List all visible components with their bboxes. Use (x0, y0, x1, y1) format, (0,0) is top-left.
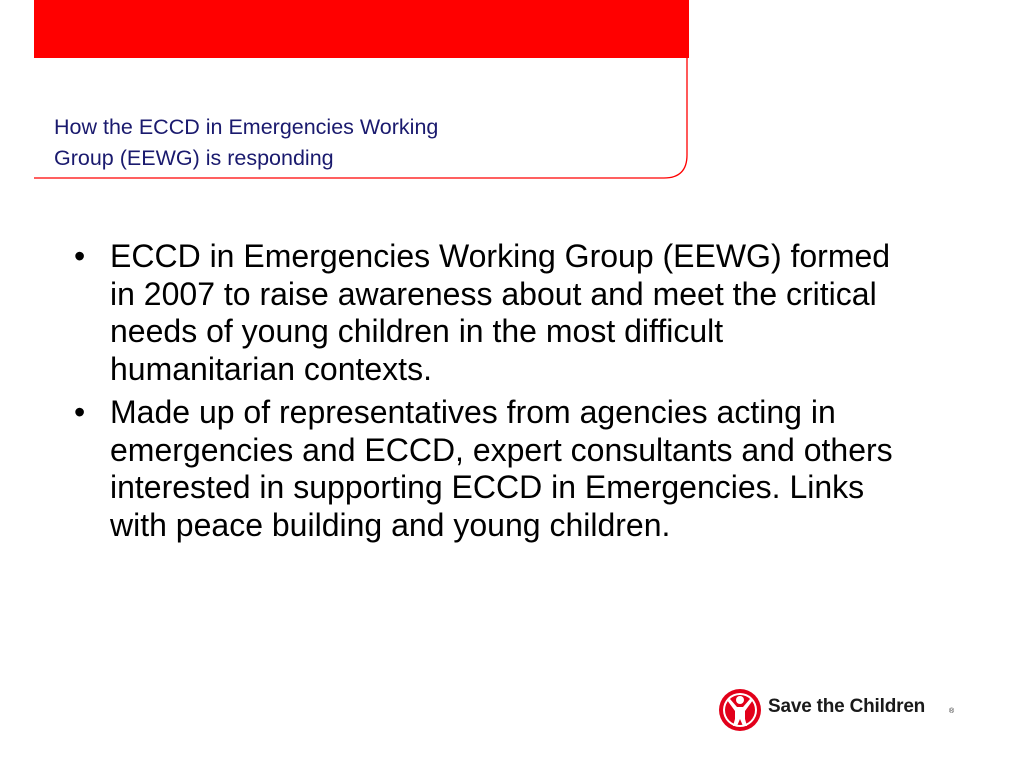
title-line-2: Group (EEWG) is responding (54, 146, 334, 170)
list-item (74, 238, 904, 388)
bullet-text: ECCD in Emergencies Working Group (EEWG) formed in 2007 to raise awareness about and meet the critical needs of young children in the most difficult humanitarian contexts. (110, 238, 891, 387)
bullet-icon: • (74, 394, 86, 430)
save-the-children-logo (716, 686, 966, 738)
bullet-list (74, 238, 904, 550)
save-the-children-emblem-icon (716, 686, 764, 734)
page-title (54, 112, 654, 174)
logo-text: Save the Children (768, 696, 926, 717)
registered-mark: ® (949, 708, 955, 715)
bullet-icon: • (74, 238, 86, 274)
title-line-1: How the ECCD in Emergencies Working (54, 115, 439, 139)
list-item (74, 394, 904, 544)
bullet-text: Made up of representatives from agencies acting in emergencies and ECCD, expert consultants and others interested in supporting ECCD in Emergencies. Links with peace building and young children. (110, 394, 893, 543)
